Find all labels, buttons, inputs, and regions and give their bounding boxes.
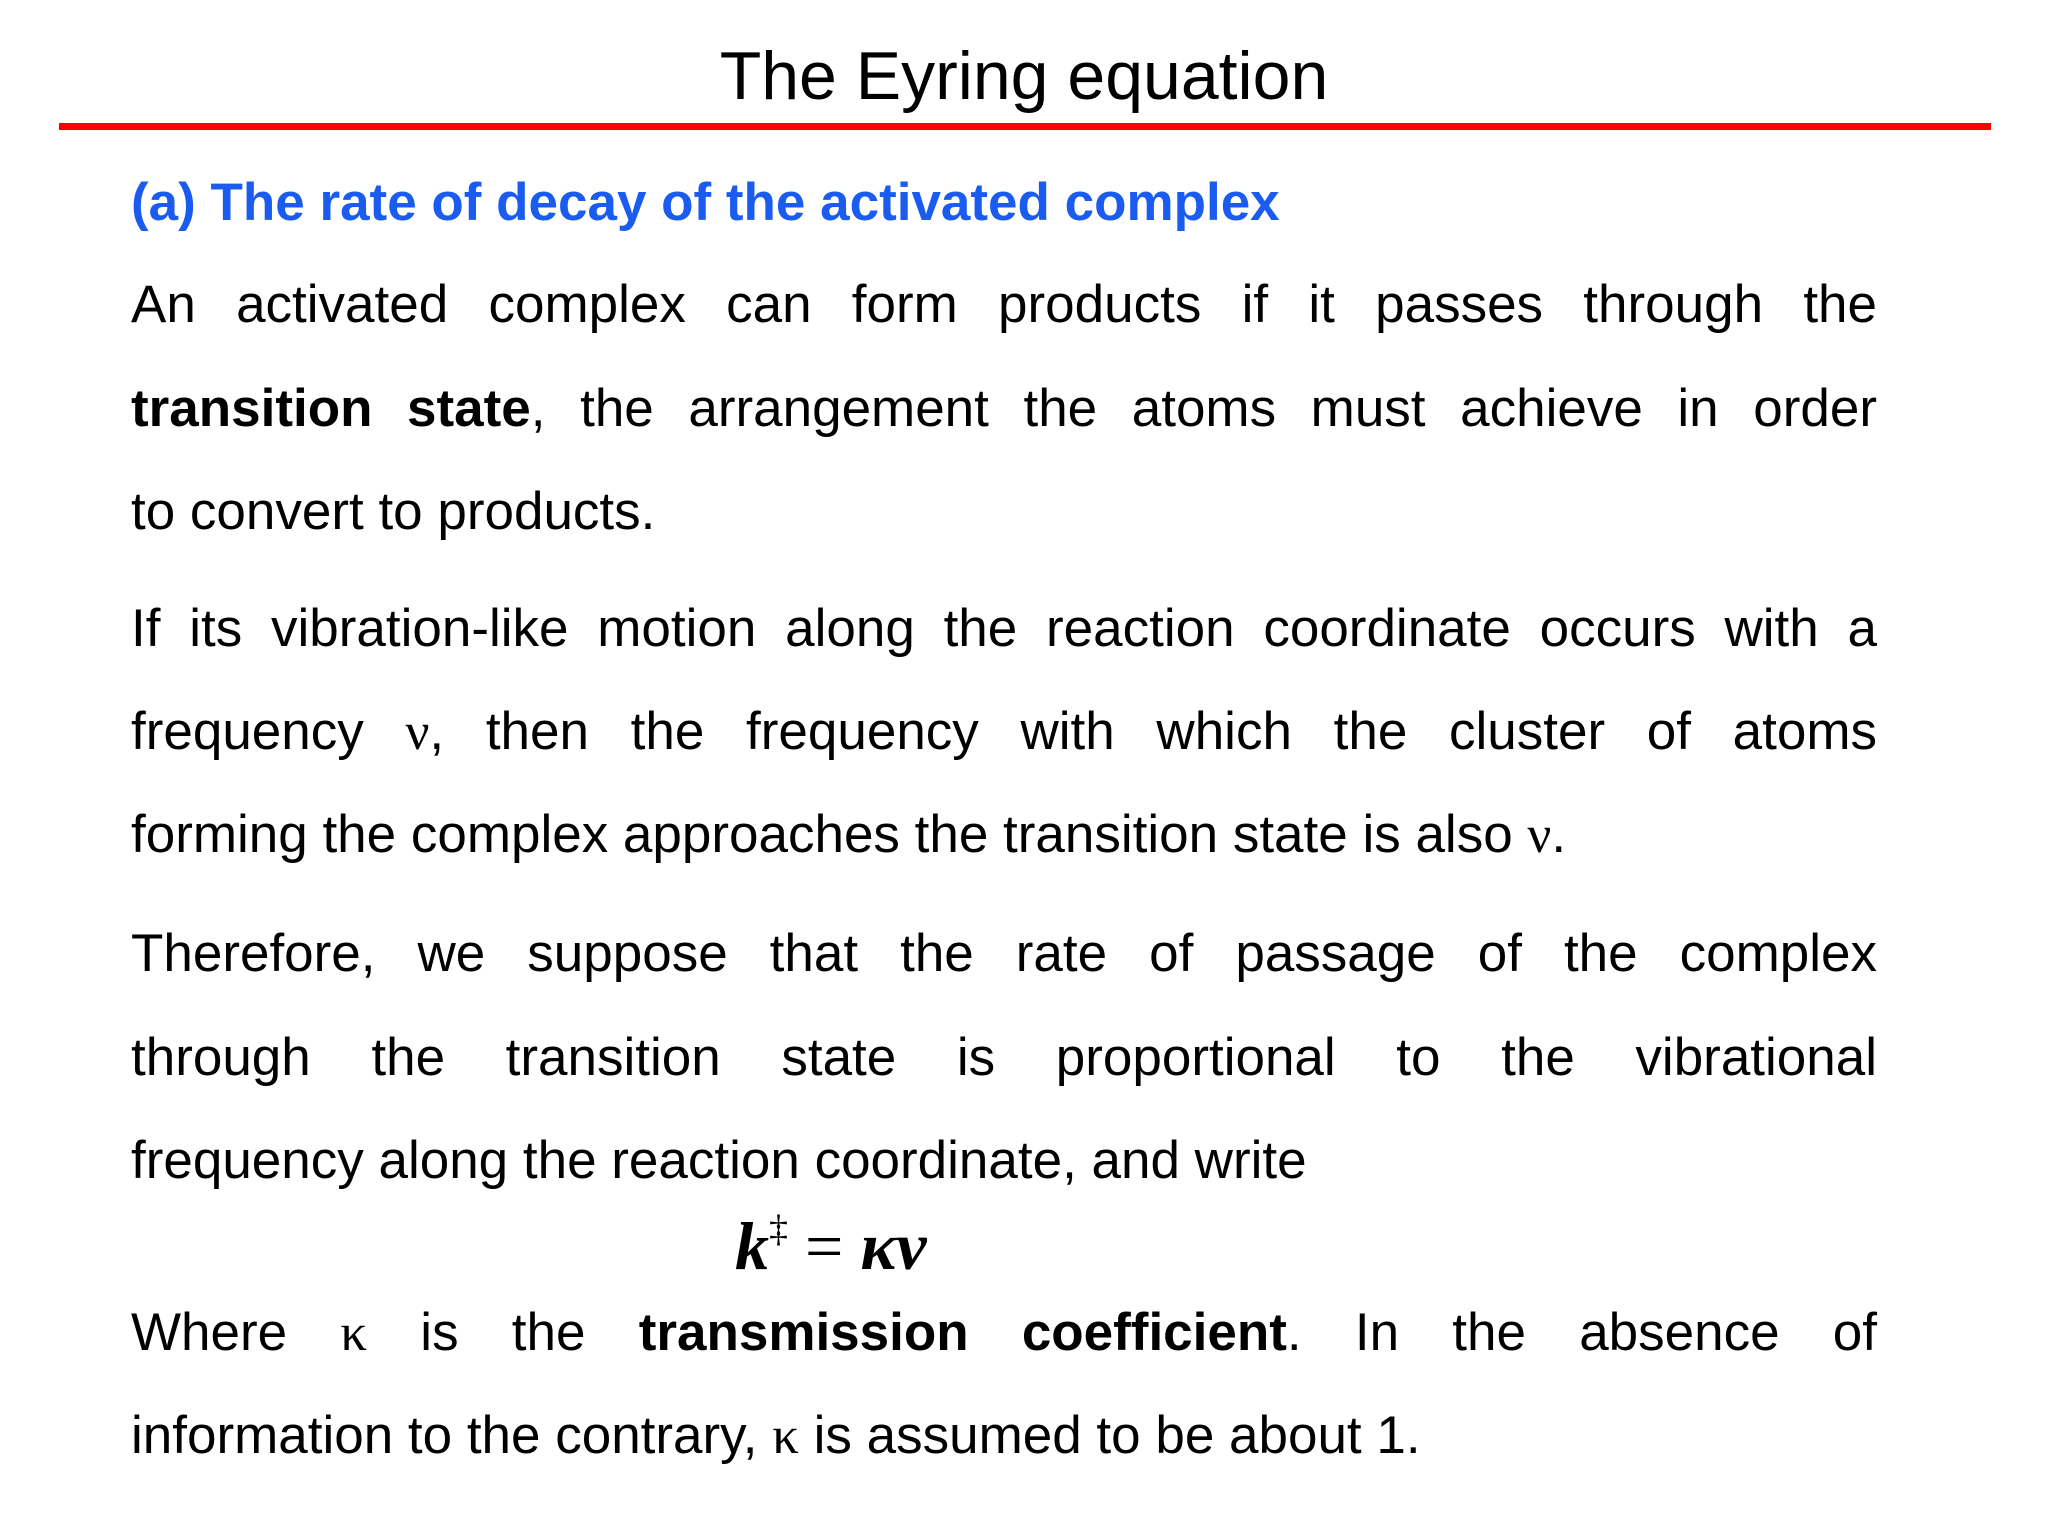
paragraph-4-line-1: Where κ is the transmission coefficient. In the absence of bbox=[131, 1303, 1878, 1362]
symbol-nu: ν bbox=[405, 703, 430, 761]
paragraph-3-line-3: frequency along the reaction coordinate, and write bbox=[131, 1131, 1307, 1190]
equation-lhs: k bbox=[735, 1208, 769, 1284]
term-transmission-coefficient: transmission coefficient bbox=[638, 1303, 1287, 1362]
symbol-kappa: κ bbox=[340, 1304, 368, 1362]
section-heading: (a) The rate of decay of the activated complex bbox=[131, 173, 1280, 232]
paragraph-2-line-1: If its vibration-like motion along the reaction coordinate occurs with a bbox=[131, 599, 1877, 658]
equation-double-dagger: ‡ bbox=[769, 1208, 788, 1250]
paragraph-1-line-1: An activated complex can form products if it passes through the bbox=[131, 275, 1877, 334]
equation-equals: = bbox=[805, 1208, 844, 1284]
paragraph-2-line-2: frequency ν, then the frequency with which the cluster of atoms bbox=[131, 702, 1877, 761]
symbol-kappa: κ bbox=[772, 1407, 799, 1465]
symbol-nu: ν bbox=[1527, 806, 1552, 864]
paragraph-3-line-2: through the transition state is proportional to the vibrational bbox=[131, 1028, 1877, 1087]
equation-rhs: κν bbox=[860, 1208, 927, 1284]
equation-rate-constant bbox=[735, 1208, 927, 1284]
paragraph-1-line-2: transition state, the arrangement the atoms must achieve in order bbox=[131, 379, 1877, 438]
slide-title: The Eyring equation bbox=[719, 38, 1329, 114]
paragraph-1-line-3: to convert to products. bbox=[131, 482, 656, 541]
paragraph-3-line-1: Therefore, we suppose that the rate of passage of the complex bbox=[131, 924, 1877, 983]
title-underline-divider bbox=[59, 123, 1991, 130]
term-transition-state: transition state bbox=[131, 379, 531, 438]
paragraph-4-line-2: information to the contrary, κ is assumed to be about 1. bbox=[131, 1406, 1421, 1465]
paragraph-2-line-3: forming the complex approaches the transition state is also ν. bbox=[131, 805, 1567, 864]
